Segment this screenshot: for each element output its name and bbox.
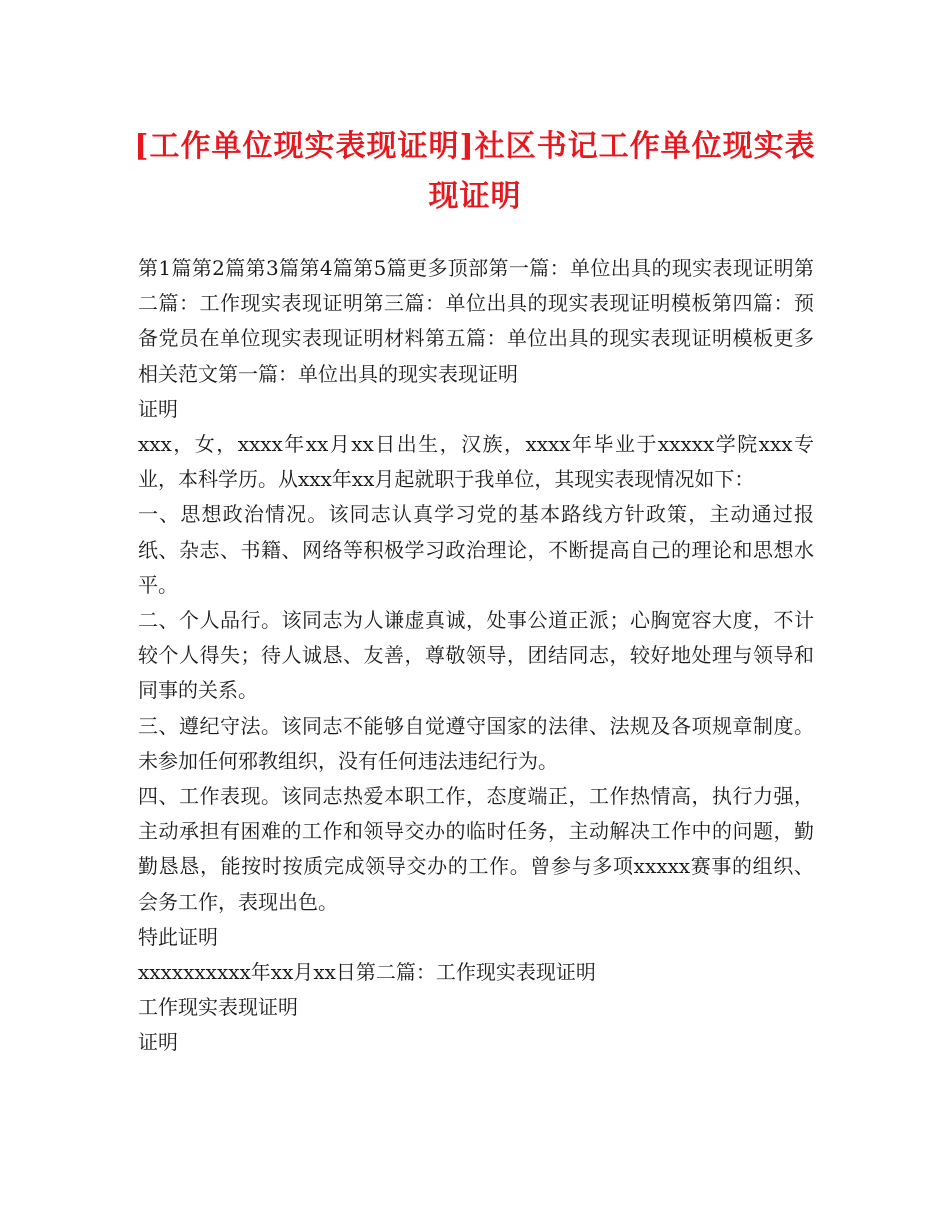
paragraph-work: 四、工作表现。该同志热爱本职工作，态度端正，工作热情高，执行力强，主动承担有困难的工作和领导交办的临时任务，主动解决工作中的问题，勤勤恳恳，能按时按质完成领导交办的工作。曾参与多项xxxxx赛事的组织、会务工作，表现出色。: [138, 784, 814, 914]
paragraph-date: xxxxxxxxxx年xx月xx日第二篇：工作现实表现证明: [138, 960, 596, 985]
paragraph-toc: 第1篇第2篇第3篇第4篇第5篇更多顶部第一篇：单位出具的现实表现证明第二篇：工作现实表现证明第三篇：单位出具的现实表现证明模板第四篇：预备党员在单位现实表现证明材料第五篇：单位出具的现实表现证明模板更多相关范文第一篇：单位出具的现实表现证明: [138, 256, 814, 386]
paragraph-political: 一、思想政治情况。该同志认真学习党的基本路线方针政策，主动通过报纸、杂志、书籍、网络等积极学习政治理论，不断提高自己的理论和思想水平。: [138, 502, 814, 597]
paragraph-heading-proof: 证明: [138, 396, 178, 421]
paragraph-second-title: 工作现实表现证明: [138, 995, 298, 1020]
paragraph-character: 二、个人品行。该同志为人谦虚真诚，处事公道正派；心胸宽容大度，不计较个人得失；待人诚恳、友善，尊敬领导，团结同志，较好地处理与领导和同事的关系。: [138, 608, 814, 703]
paragraph-second-heading: 证明: [138, 1030, 178, 1055]
document-body: [138, 251, 814, 1061]
paragraph-discipline: 三、遵纪守法。该同志不能够自觉遵守国家的法律、法规及各项规章制度。未参加任何邪教组织，没有任何违法违纪行为。: [138, 713, 814, 773]
paragraph-certify: 特此证明: [138, 924, 218, 949]
document-title: [工作单位现实表现证明]社区书记工作单位现实表现证明: [134, 129, 816, 214]
paragraph-intro: xxx，女，xxxx年xx月xx日出生，汉族，xxxx年毕业于xxxxx学院xxx专业，本科学历。从xxx年xx月起就职于我单位，其现实表现情况如下：: [138, 432, 814, 492]
